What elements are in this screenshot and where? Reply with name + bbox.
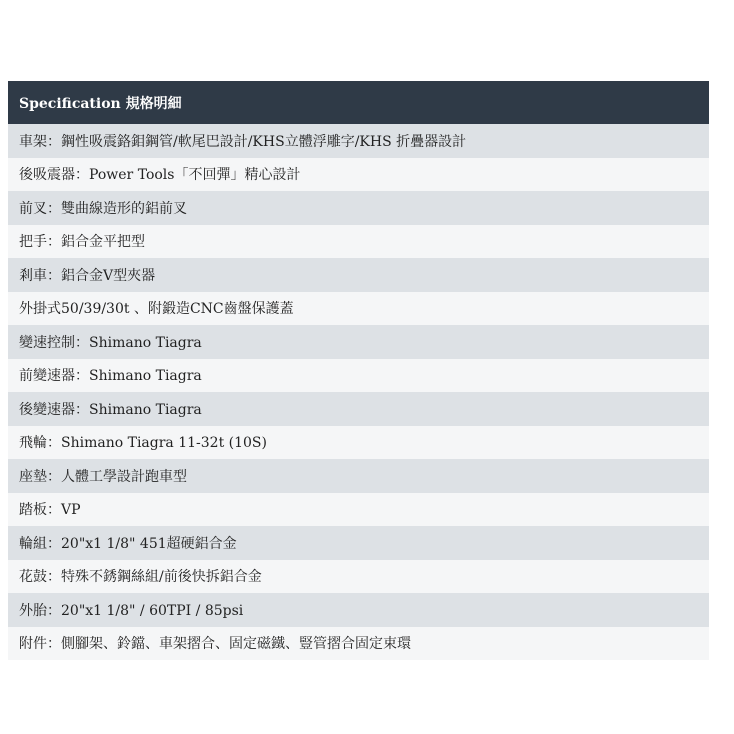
spec-row-fork: 前叉：雙曲線造形的鋁前叉 <box>8 191 709 225</box>
spec-row-shifter: 變速控制：Shimano Tiagra <box>8 325 709 359</box>
spec-row-handlebar: 把手：鋁合金平把型 <box>8 225 709 259</box>
specification-header: Specification 規格明細 <box>8 81 709 124</box>
spec-row-pedal: 踏板：VP <box>8 493 709 527</box>
spec-row-tire: 外胎：20"x1 1/8" / 60TPI / 85psi <box>8 593 709 627</box>
spec-row-hub: 花鼓：特殊不銹鋼絲組/前後快拆鋁合金 <box>8 560 709 594</box>
spec-row-cassette: 飛輪：Shimano Tiagra 11-32t (10S) <box>8 426 709 460</box>
spec-row-front-derailleur: 前變速器：Shimano Tiagra <box>8 359 709 393</box>
spec-row-rear-shock: 後吸震器：Power Tools「不回彈」精心設計 <box>8 158 709 192</box>
spec-row-brake: 剎車：鋁合金V型夾器 <box>8 258 709 292</box>
spec-row-crankset: 外掛式50/39/30t 、附鍛造CNC齒盤保護蓋 <box>8 292 709 326</box>
spec-row-rear-derailleur: 後變速器：Shimano Tiagra <box>8 392 709 426</box>
spec-row-frame: 車架：鋼性吸震鉻鉬鋼管/軟尾巴設計/KHS立體浮雕字/KHS 折疊器設計 <box>8 124 709 158</box>
specification-table <box>8 81 709 660</box>
spec-row-saddle: 座墊：人體工學設計跑車型 <box>8 459 709 493</box>
spec-row-accessories: 附件：側腳架、鈴鐺、車架摺合、固定磁鐵、豎管摺合固定束環 <box>8 627 709 661</box>
spec-row-wheelset: 輪組：20"x1 1/8" 451超硬鋁合金 <box>8 526 709 560</box>
